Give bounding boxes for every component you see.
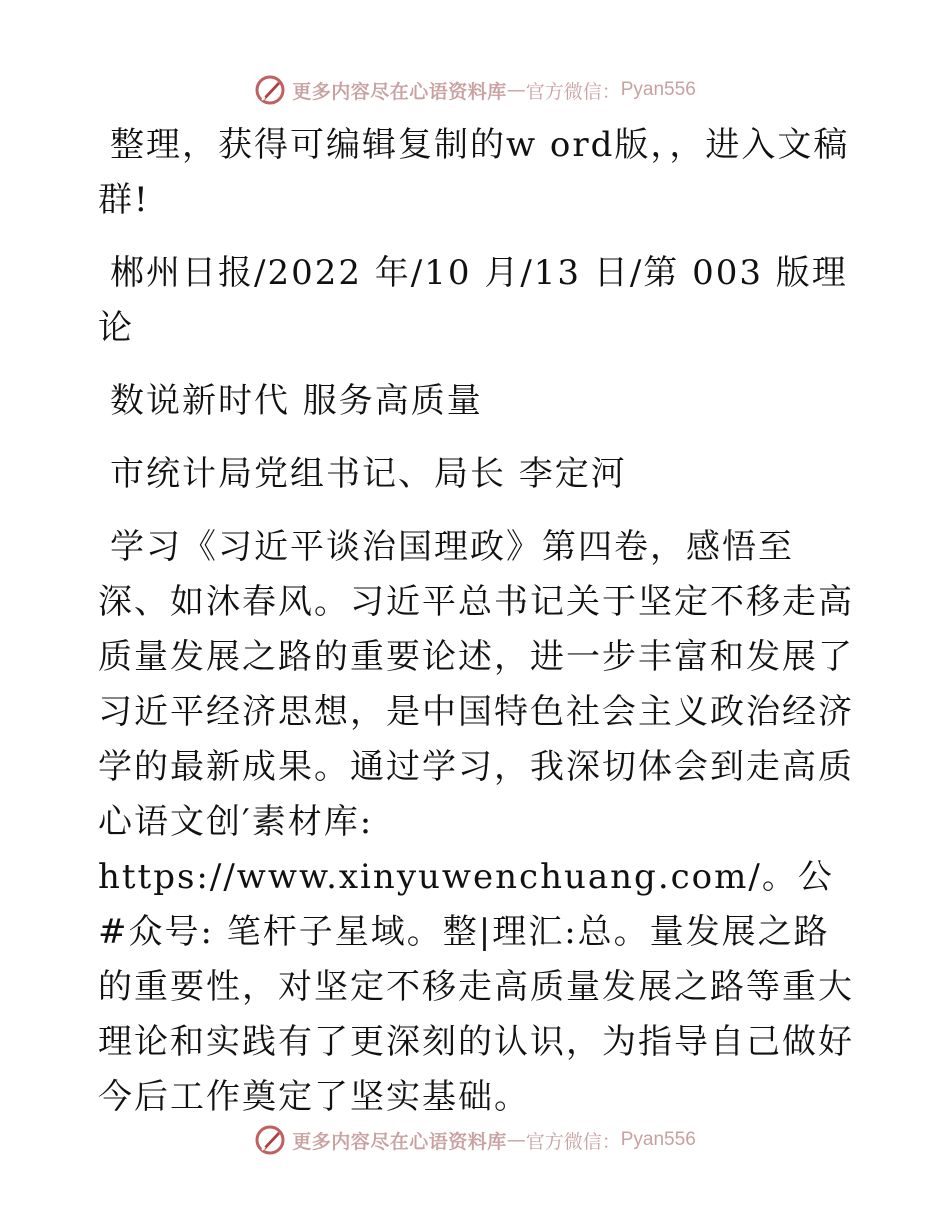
footer-banner — [0, 1122, 950, 1158]
document-content — [98, 118, 858, 1125]
banner-main-text: 更多内容尽在心语资料库 — [292, 80, 507, 103]
banner-dash: — — [506, 79, 526, 101]
banner-sub-text: 官方微信： — [525, 80, 621, 103]
banner-wechat-id: Pyan556 — [620, 79, 696, 100]
banner-main-text: 更多内容尽在心语资料库 — [292, 1130, 507, 1153]
body-paragraph: 学习《习近平谈治国理政》第四卷，感悟至深、如沐春风。习近平总书记关于坚定不移走高质量发展之路的重要论述，进一步丰富和发展了习近平经济思想，是中国特色社会主义政治经济学的最新成果。通过学习，我深切体会到走高质心语文创′素材库: https://www.xinyuwenchuang.com/。公#众号: 笔杆子星域。整|理汇:总。量发展之路的重要性，对坚定不移走高质量发展之路等重大理论和实践有了更深刻的认识，为指导自己做好今后工作奠定了坚实基础。 — [98, 527, 854, 1117]
banner-wechat-id: Pyan556 — [620, 1129, 696, 1150]
banner-dash: — — [506, 1129, 526, 1151]
article-title: 数说新时代 服务高质量 — [110, 381, 483, 421]
quill-logo-icon — [254, 74, 286, 106]
quill-logo-icon — [254, 1124, 286, 1156]
intro-paragraph: 整理，获得可编辑复制的w ord版，，进入文稿群! — [98, 125, 850, 220]
header-banner — [0, 72, 950, 108]
author-line: 市统计局党组书记、局长 李定河 — [110, 454, 627, 494]
source-line: 郴州日报/2022 年/10 月/13 日/第 003 版理论 — [98, 253, 848, 348]
banner-sub-text: 官方微信： — [525, 1130, 621, 1153]
